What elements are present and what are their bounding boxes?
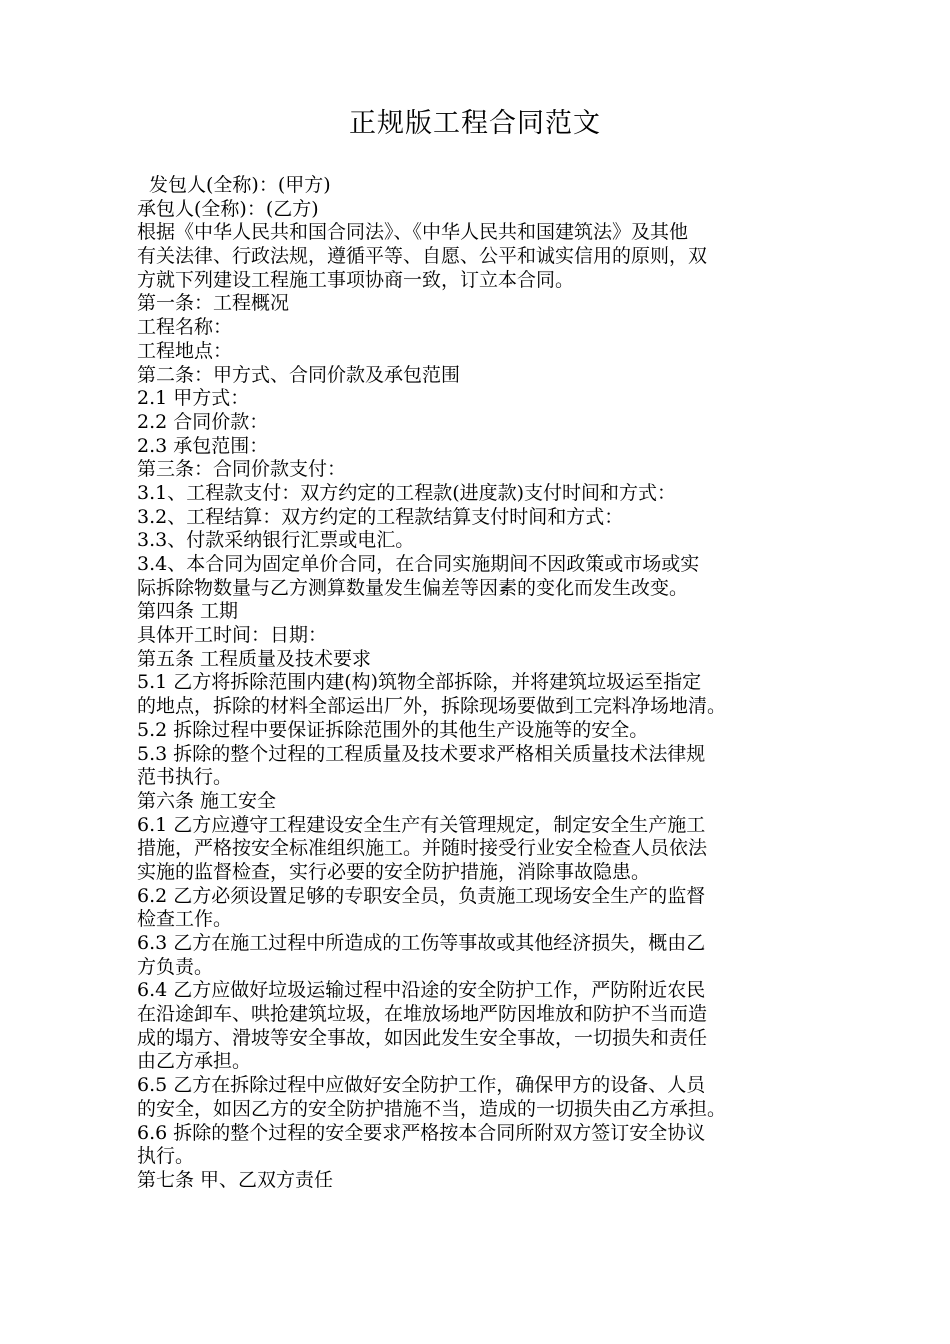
- text-line: 6.4 乙方应做好垃圾运输过程中沿途的安全防护工作，严防附近农民: [137, 979, 706, 1002]
- document-title: 正规版工程合同范文: [349, 108, 601, 139]
- section-heading: 第二条：甲方式、合同价款及承包范围: [137, 363, 461, 386]
- text-line: 检查工作。: [137, 908, 233, 931]
- section-heading: 第一条：工程概况: [137, 292, 290, 315]
- text-line: 6.6 拆除的整个过程的安全要求严格按本合同所附双方签订安全协议: [137, 1121, 706, 1144]
- text-line: 5.1 乙方将拆除范围内建(构)筑物全部拆除，并将建筑垃圾运至指定: [137, 671, 702, 694]
- text-line: 在沿途卸车、哄抢建筑垃圾，在堆放场地严防因堆放和防护不当而造: [137, 1003, 708, 1026]
- text-line: 3.3、付款采纳银行汇票或电汇。: [137, 529, 415, 552]
- section-heading: 第五条 工程质量及技术要求: [137, 647, 372, 670]
- text-line: 的安全，如因乙方的安全防护措施不当，造成的一切损失由乙方承担。: [137, 1097, 727, 1120]
- text-line: 方负责。: [137, 955, 214, 978]
- text-line: 成的塌方、滑坡等安全事故，如因此发生安全事故，一切损失和责任: [137, 1026, 708, 1049]
- text-line: 措施，严格按安全标准组织施工。并随时接受行业安全检查人员依法: [137, 837, 708, 860]
- text-line: 5.3 拆除的整个过程的工程质量及技术要求严格相关质量技术法律规: [137, 742, 706, 765]
- section-heading: 第六条 施工安全: [137, 789, 277, 812]
- section-heading: 第三条：合同价款支付：: [137, 458, 347, 481]
- text-line: 发包人(全称)：(甲方): [149, 174, 331, 196]
- text-line: 范书执行。: [137, 766, 233, 789]
- text-line: 2.2 合同价款：: [137, 410, 269, 433]
- text-line: 3.2、工程结算：双方约定的工程款结算支付时间和方式：: [137, 505, 624, 528]
- text-line: 执行。: [137, 1145, 195, 1168]
- text-line: 方就下列建设工程施工事项协商一致，订立本合同。: [137, 268, 575, 291]
- section-heading: 第七条 甲、乙双方责任: [137, 1168, 334, 1191]
- text-line: 具体开工时间：日期：: [137, 624, 328, 647]
- text-line: 工程地点：: [137, 339, 233, 362]
- text-line: 5.2 拆除过程中要保证拆除范围外的其他生产设施等的安全。: [137, 718, 649, 741]
- text-line: 2.3 承包范围：: [137, 434, 269, 457]
- text-line: 3.4、本合同为固定单价合同，在合同实施期间不因政策或市场或实: [137, 553, 700, 575]
- document-body: [137, 174, 817, 1193]
- text-line: 承包人(全称)：(乙方): [137, 197, 319, 220]
- text-line: 2.1 甲方式：: [137, 387, 250, 410]
- text-line: 际拆除物数量与乙方测算数量发生偏差等因素的变化而发生改变。: [137, 576, 689, 599]
- text-line: 的地点，拆除的材料全部运出厂外，拆除现场要做到工完料净场地清。: [137, 695, 727, 718]
- text-line: 6.3 乙方在施工过程中所造成的工伤等事故或其他经济损失，概由乙: [137, 932, 706, 954]
- text-line: 6.2 乙方必须设置足够的专职安全员，负责施工现场安全生产的监督: [137, 884, 706, 907]
- text-line: 根据《中华人民共和国合同法》、《中华人民共和国建筑法》及其他: [137, 221, 689, 244]
- text-line: 6.1 乙方应遵守工程建设安全生产有关管理规定，制定安全生产施工: [137, 813, 706, 836]
- text-line: 由乙方承担。: [137, 1050, 252, 1073]
- text-line: 工程名称：: [137, 316, 233, 339]
- text-line: 实施的监督检查，实行必要的安全防护措施，消除事故隐患。: [137, 860, 651, 883]
- text-line: 有关法律、行政法规，遵循平等、自愿、公平和诚实信用的原则，双: [137, 245, 708, 268]
- text-line: 3.1、工程款支付：双方约定的工程款(进度款)支付时间和方式：: [137, 481, 677, 504]
- section-heading: 第四条 工期: [137, 600, 239, 623]
- text-line: 6.5 乙方在拆除过程中应做好安全防护工作，确保甲方的设备、人员: [137, 1074, 706, 1097]
